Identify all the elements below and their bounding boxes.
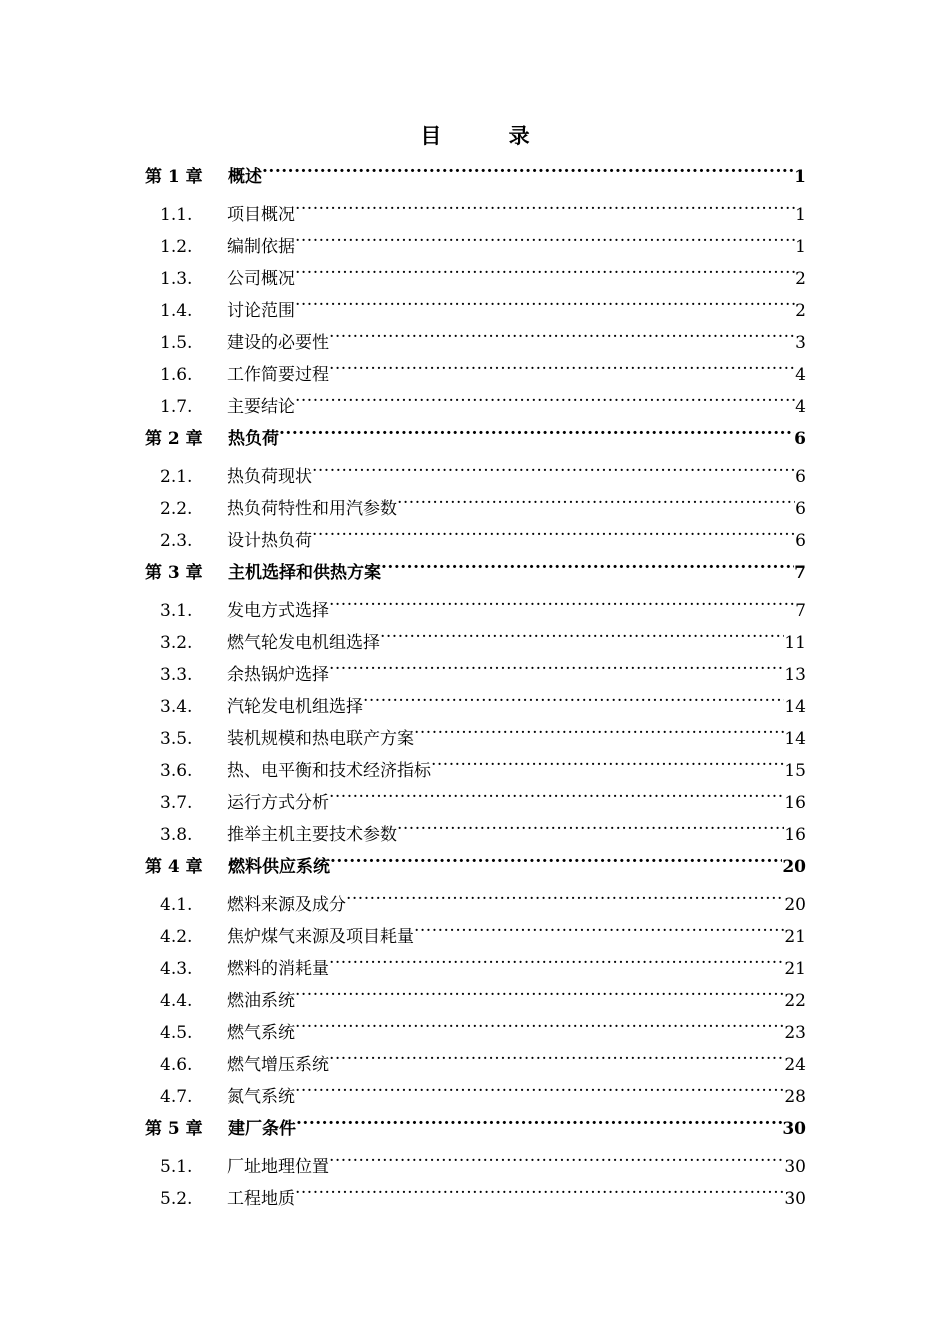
toc-entry-number: 1.3.: [160, 269, 193, 289]
toc-entry-number: 第 1 章: [145, 167, 203, 187]
toc-entry-title: 设计热负荷: [227, 531, 312, 551]
toc-dot-leader: [312, 514, 795, 546]
toc-entry-title: 发电方式选择: [227, 601, 329, 621]
toc-entry-page-number: 22: [784, 991, 806, 1011]
toc-entry-number: 3.8.: [160, 825, 193, 845]
toc-entry-page-number: 14: [784, 697, 806, 717]
toc-entry-page-number: 4: [795, 365, 806, 385]
toc-entry-number: 3.2.: [160, 633, 193, 653]
toc-dot-leader: [295, 188, 795, 220]
toc-entry-number: 5.1.: [160, 1157, 193, 1177]
toc-entry-title: 项目概况: [227, 205, 295, 225]
toc-entry-title: 热负荷现状: [227, 467, 312, 487]
toc-dot-leader: [329, 776, 784, 808]
toc-entry-title: 热、电平衡和技术经济指标: [227, 761, 431, 781]
toc-entry-number: 3.4.: [160, 697, 193, 717]
toc-entry-number: 第 2 章: [145, 429, 203, 449]
toc-entry-title: 汽轮发电机组选择: [227, 697, 363, 717]
toc-dot-leader: [414, 910, 784, 942]
toc-entry-number: 2.3.: [160, 531, 193, 551]
toc-entry-title: 运行方式分析: [227, 793, 329, 813]
toc-entry-number: 4.6.: [160, 1055, 193, 1075]
toc-entry-page-number: 30: [782, 1119, 806, 1139]
toc-entry-number: 4.5.: [160, 1023, 193, 1043]
toc-entry-title: 工程地质: [227, 1189, 295, 1209]
toc-entry-title: 燃气轮发电机组选择: [227, 633, 380, 653]
toc-dot-leader: [329, 316, 795, 348]
toc-entry-number: 2.1.: [160, 467, 193, 487]
toc-chapter-entry[interactable]: [145, 152, 806, 187]
toc-entry-number: 3.5.: [160, 729, 193, 749]
toc-entry-title: 燃料的消耗量: [227, 959, 329, 979]
toc-dot-leader: [295, 974, 784, 1006]
toc-dot-leader: [380, 616, 784, 648]
toc-entry-page-number: 21: [784, 927, 806, 947]
toc-dot-leader: [397, 482, 795, 514]
toc-entry-title: 余热锅炉选择: [227, 665, 329, 685]
toc-entry-number: 1.2.: [160, 237, 193, 257]
toc-dot-leader: [363, 680, 784, 712]
toc-entry-number: 3.6.: [160, 761, 193, 781]
toc-entry-title: 工作简要过程: [227, 365, 329, 385]
toc-entry-number: 第 5 章: [145, 1119, 203, 1139]
toc-entry-title: 讨论范围: [227, 301, 295, 321]
toc-entry-title: 建厂条件: [228, 1119, 296, 1139]
toc-section-entry[interactable]: [145, 878, 806, 915]
toc-entry-page-number: 24: [784, 1055, 806, 1075]
toc-entry-title: 氮气系统: [227, 1087, 295, 1107]
toc-dot-leader: [431, 744, 784, 776]
toc-entry-number: 4.7.: [160, 1087, 193, 1107]
toc-dot-leader: [295, 1172, 784, 1204]
toc-entry-number: 第 4 章: [145, 857, 203, 877]
toc-dot-leader: [329, 648, 784, 680]
toc-entry-page-number: 1: [795, 237, 806, 257]
toc-entry-number: 4.2.: [160, 927, 193, 947]
toc-dot-leader: [329, 1038, 784, 1070]
toc-dot-leader: [295, 220, 795, 252]
toc-section-entry[interactable]: [145, 450, 806, 487]
toc-entry-number: 4.3.: [160, 959, 193, 979]
toc-entry-page-number: 3: [795, 333, 806, 353]
toc-section-entry[interactable]: [145, 584, 806, 621]
toc-entry-title: 热负荷: [228, 429, 279, 449]
toc-entry-title: 焦炉煤气来源及项目耗量: [227, 927, 414, 947]
toc-entry-number: 1.4.: [160, 301, 193, 321]
toc-entry-number: 第 3 章: [145, 563, 203, 583]
toc-dot-leader: [414, 712, 784, 744]
toc-dot-leader: [312, 450, 795, 482]
toc-entry-title: 建设的必要性: [227, 333, 329, 353]
toc-section-entry[interactable]: [145, 188, 806, 225]
toc-entry-number: 4.1.: [160, 895, 193, 915]
toc-dot-leader: [329, 348, 795, 380]
toc-entry-title: 装机规模和热电联产方案: [227, 729, 414, 749]
toc-entry-title: 燃料来源及成分: [227, 895, 346, 915]
toc-entry-number: 5.2.: [160, 1189, 193, 1209]
toc-entry-title: 燃气增压系统: [227, 1055, 329, 1075]
toc-entry-page-number: 6: [795, 531, 806, 551]
toc-dot-leader: [346, 878, 784, 910]
toc-dot-leader: [295, 380, 795, 412]
toc-entry-title: 公司概况: [227, 269, 295, 289]
toc-entry-page-number: 16: [784, 793, 806, 813]
toc-section-entry[interactable]: [145, 1140, 806, 1177]
toc-entry-page-number: 6: [795, 467, 806, 487]
toc-entry-title: 推举主机主要技术参数: [227, 825, 397, 845]
toc-entry-title: 主要结论: [227, 397, 295, 417]
toc-entry-page-number: 14: [784, 729, 806, 749]
toc-entry-number: 1.5.: [160, 333, 193, 353]
toc-entry-page-number: 15: [784, 761, 806, 781]
toc-dot-leader: [329, 584, 795, 616]
toc-entry-title: 燃料供应系统: [228, 857, 330, 877]
toc-entry-page-number: 6: [794, 429, 806, 449]
toc-entry-page-number: 7: [795, 601, 806, 621]
toc-dot-leader: [381, 548, 794, 578]
toc-entry-page-number: 2: [795, 269, 806, 289]
toc-entry-page-number: 30: [784, 1157, 806, 1177]
toc-entry-title: 厂址地理位置: [227, 1157, 329, 1177]
toc-dot-leader: [329, 1140, 784, 1172]
toc-entry-title: 热负荷特性和用汽参数: [227, 499, 397, 519]
toc-entry-page-number: 23: [784, 1023, 806, 1043]
toc-entry-title: 主机选择和供热方案: [228, 563, 381, 583]
toc-entry-number: 3.1.: [160, 601, 193, 621]
toc-dot-leader: [295, 1006, 784, 1038]
toc-entry-page-number: 7: [794, 563, 806, 583]
toc-entry-page-number: 13: [784, 665, 806, 685]
page-title: 目 录: [420, 123, 560, 148]
toc-entry-page-number: 20: [784, 895, 806, 915]
toc-entry-page-number: 11: [784, 633, 806, 653]
toc-entry-page-number: 2: [795, 301, 806, 321]
toc-dot-leader: [295, 252, 795, 284]
toc-entry-number: 2.2.: [160, 499, 193, 519]
toc-dot-leader: [397, 808, 784, 840]
toc-dot-leader: [330, 842, 782, 872]
toc-entry-number: 3.3.: [160, 665, 193, 685]
toc-entry-number: 1.7.: [160, 397, 193, 417]
toc-entry-title: 编制依据: [227, 237, 295, 257]
toc-entry-title: 燃油系统: [227, 991, 295, 1011]
toc-dot-leader: [262, 152, 794, 182]
toc-entry-page-number: 28: [784, 1087, 806, 1107]
toc-dot-leader: [296, 1104, 782, 1134]
toc-dot-leader: [279, 414, 794, 444]
toc-entry-number: 1.1.: [160, 205, 193, 225]
toc-entry-number: 4.4.: [160, 991, 193, 1011]
toc-entry-page-number: 1: [794, 167, 806, 187]
toc-entry-page-number: 16: [784, 825, 806, 845]
toc-dot-leader: [295, 1070, 784, 1102]
toc-dot-leader: [329, 942, 784, 974]
toc-entry-number: 1.6.: [160, 365, 193, 385]
toc-entry-page-number: 1: [795, 205, 806, 225]
toc-entry-number: 3.7.: [160, 793, 193, 813]
toc-entry-page-number: 20: [782, 857, 806, 877]
toc-entry-title: 概述: [228, 167, 262, 187]
toc-entry-page-number: 30: [784, 1189, 806, 1209]
toc-entry-page-number: 21: [784, 959, 806, 979]
toc-dot-leader: [295, 284, 795, 316]
toc-entry-page-number: 6: [795, 499, 806, 519]
table-of-contents: [145, 152, 806, 1209]
toc-entry-page-number: 4: [795, 397, 806, 417]
toc-entry-title: 燃气系统: [227, 1023, 295, 1043]
